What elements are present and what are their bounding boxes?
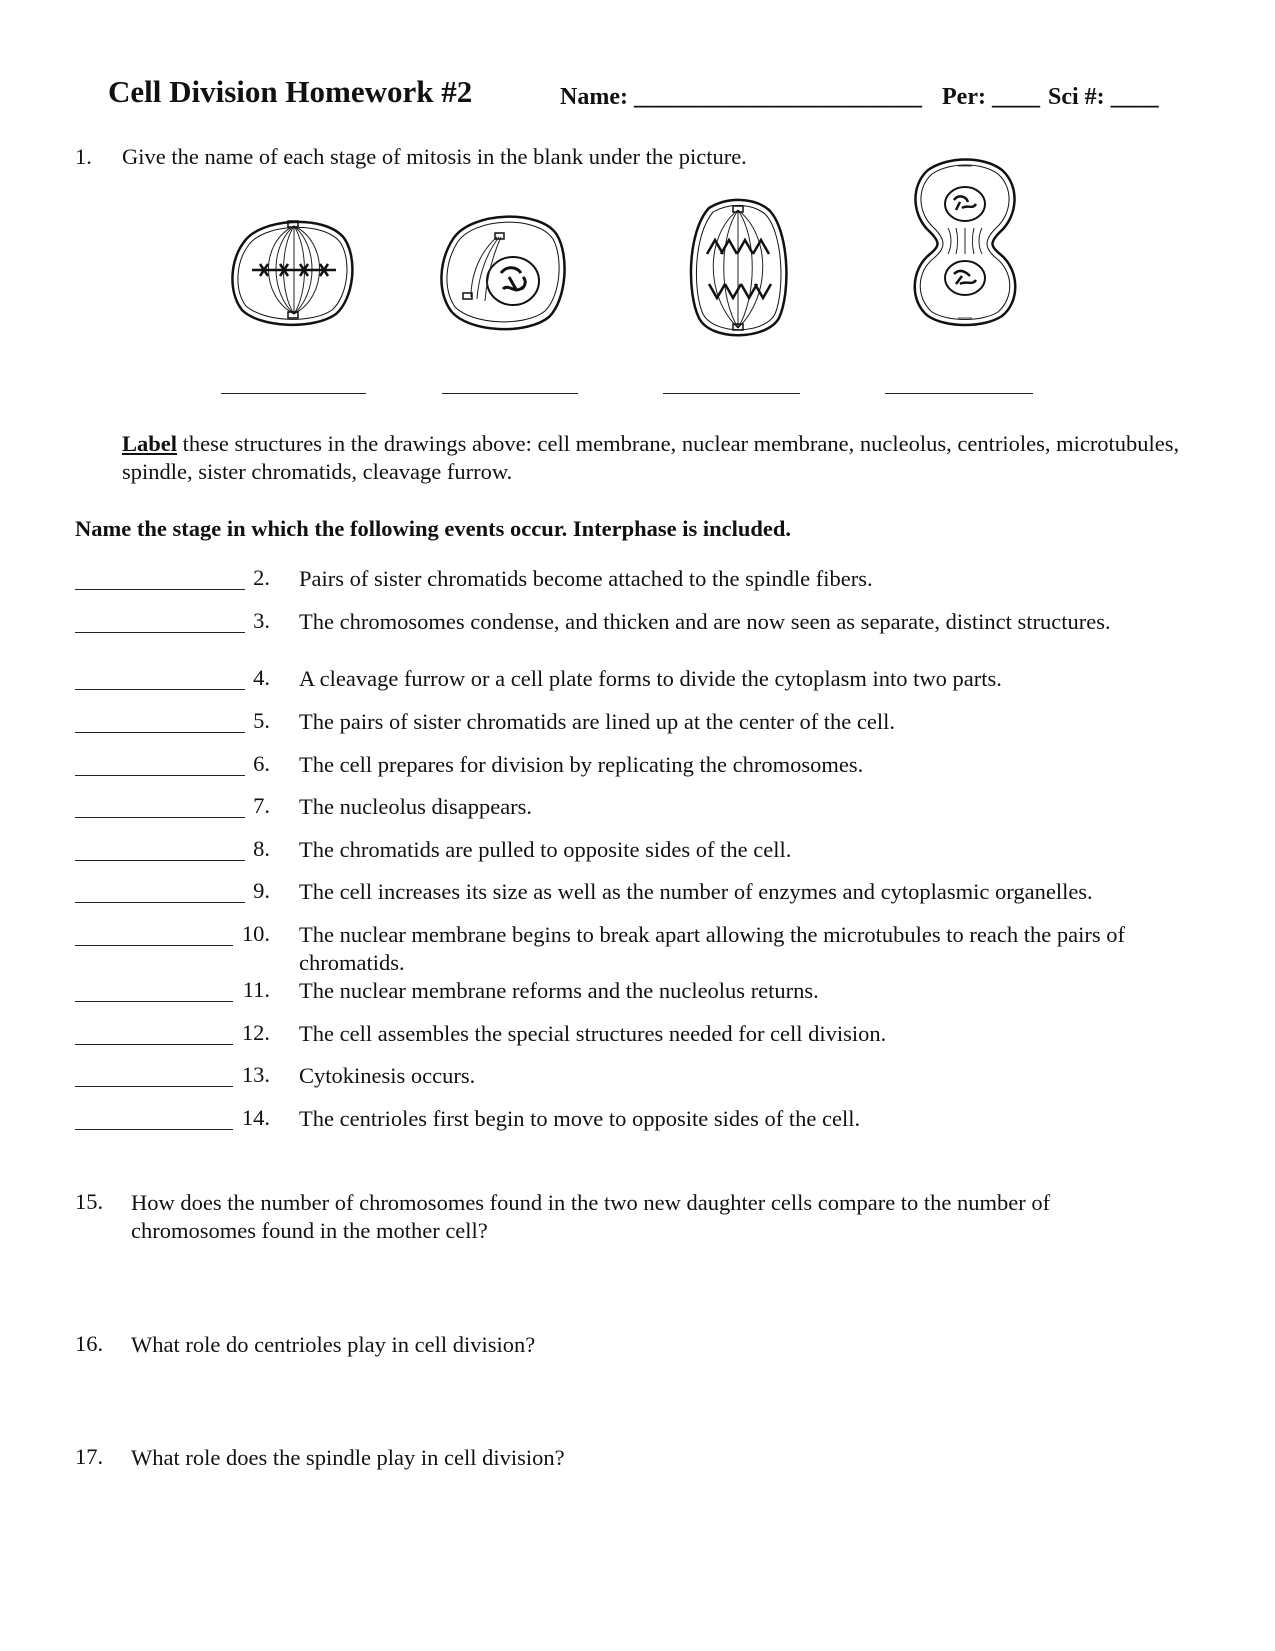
event-number: 9.: [253, 878, 270, 903]
event-text: The cell prepares for division by replicating the chromosomes.: [299, 752, 864, 777]
event-number: 11.: [242, 977, 270, 1002]
event-number: 4.: [253, 665, 270, 690]
event-number: 3.: [253, 608, 270, 633]
event-text: The centrioles first begin to move to opposite sides of the cell.: [299, 1106, 861, 1131]
event-text: The chromatids are pulled to opposite sides of the cell.: [299, 837, 792, 862]
stage-answer-blank-2[interactable]: [442, 393, 578, 394]
metaphase-cell-drawing: [230, 212, 358, 330]
event-number: 13.: [241, 1062, 270, 1087]
stage-answer-blank-4[interactable]: [885, 393, 1033, 394]
event-answer-blank[interactable]: [75, 632, 245, 633]
question-17-number: 17.: [75, 1444, 104, 1469]
question-16-number: 16.: [75, 1331, 104, 1356]
anaphase-cell-drawing: [685, 196, 791, 342]
event-answer-blank[interactable]: [75, 945, 233, 946]
event-text: The cell increases its size as well as the number of enzymes and cytoplasmic organelles.: [299, 879, 1093, 904]
sci-number-field-label[interactable]: Sci #: ____: [1048, 84, 1159, 110]
event-number: 12.: [241, 1020, 270, 1045]
event-answer-blank[interactable]: [75, 817, 245, 818]
event-number: 6.: [253, 751, 270, 776]
event-number: 7.: [253, 793, 270, 818]
event-number: 14.: [241, 1105, 270, 1130]
event-answer-blank[interactable]: [75, 1129, 233, 1130]
stage-answer-blank-3[interactable]: [663, 393, 800, 394]
event-answer-blank[interactable]: [75, 1044, 233, 1045]
question-15-number: 15.: [75, 1189, 104, 1214]
question-17-text: What role does the spindle play in cell division?: [131, 1445, 565, 1470]
event-answer-blank[interactable]: [75, 1086, 233, 1087]
label-keyword: Label: [122, 431, 178, 456]
event-text: The nucleolus disappears.: [299, 794, 533, 819]
event-number: 2.: [253, 565, 270, 590]
event-text: A cleavage furrow or a cell plate forms to divide the cytoplasm into two parts.: [299, 666, 1002, 691]
event-answer-blank[interactable]: [75, 860, 245, 861]
event-answer-blank[interactable]: [75, 732, 245, 733]
event-text: The nuclear membrane reforms and the nucleolus returns.: [299, 978, 819, 1003]
event-answer-blank[interactable]: [75, 1001, 233, 1002]
event-number: 10.: [241, 921, 270, 946]
question-16-text: What role do centrioles play in cell division?: [131, 1332, 536, 1357]
event-answer-blank[interactable]: [75, 775, 245, 776]
period-field-label[interactable]: Per: ____: [942, 84, 1040, 110]
event-number: 8.: [253, 836, 270, 861]
event-number: 5.: [253, 708, 270, 733]
name-field-label[interactable]: Name: ________________________: [560, 84, 922, 110]
label-instructions: [122, 430, 1182, 486]
stage-answer-blank-1[interactable]: [221, 393, 366, 394]
event-answer-blank[interactable]: [75, 689, 245, 690]
event-text: The pairs of sister chromatids are lined up at the center of the cell.: [299, 709, 896, 734]
question-1-text: Give the name of each stage of mitosis in the blank under the picture.: [122, 144, 747, 169]
page-title: Cell Division Homework #2: [108, 74, 473, 109]
question-15-text: How does the number of chromosomes found in the two new daughter cells compare to the number of chromosomes found in the mother cell?: [131, 1190, 1051, 1243]
question-1-number: 1.: [75, 144, 92, 169]
event-text: The cell assembles the special structures needed for cell division.: [299, 1021, 887, 1046]
event-text: Pairs of sister chromatids become attached to the spindle fibers.: [299, 566, 873, 591]
event-text: The nuclear membrane begins to break apart allowing the microtubules to reach the pairs of chromatids.: [299, 922, 1125, 975]
event-text: Cytokinesis occurs.: [299, 1063, 476, 1088]
event-answer-blank[interactable]: [75, 589, 245, 590]
event-answer-blank[interactable]: [75, 902, 245, 903]
prophase-cell-drawing: [437, 207, 569, 335]
event-text: The chromosomes condense, and thicken and are now seen as separate, distinct structures.: [299, 609, 1111, 634]
telophase-cell-drawing: [908, 156, 1022, 328]
label-structures-list: these structures in the drawings above: cell membrane, nuclear membrane, nucleolus, centrioles, microtubules, spindle, sister chromatids, cleavage furrow.: [122, 431, 1180, 484]
events-section-heading: Name the stage in which the following events occur. Interphase is included.: [75, 516, 792, 541]
